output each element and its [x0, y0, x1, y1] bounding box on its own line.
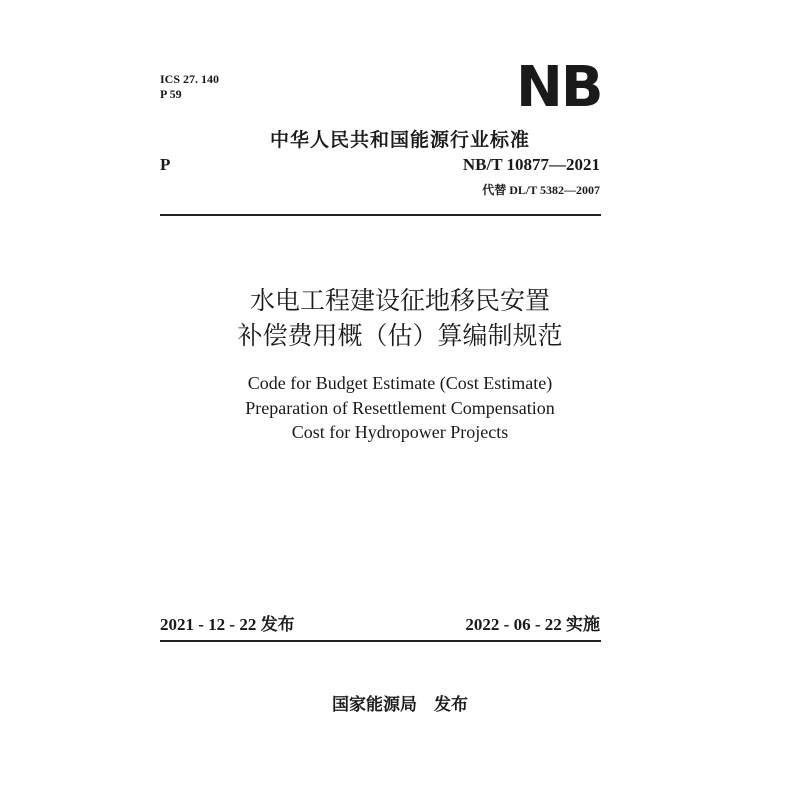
nb-logo: NB: [516, 55, 602, 120]
category-letter: P: [160, 155, 171, 174]
top-divider: [160, 214, 601, 216]
bottom-divider: [160, 640, 601, 642]
title-zh-line1: 水电工程建设征地移民安置: [249, 286, 550, 315]
publisher: 国家能源局 发布: [332, 695, 468, 715]
issue-date: 2021 - 12 - 22 发布: [160, 615, 295, 634]
title-en-line2: Preparation of Resettlement Compensation: [245, 398, 555, 418]
title-en-line1: Code for Budget Estimate (Cost Estimate): [247, 373, 553, 393]
replaces-note: 代替 DL/T 5382—2007: [482, 183, 600, 197]
standard-number: NB/T 10877—2021: [462, 155, 600, 174]
effective-date: 2022 - 06 - 22 实施: [465, 615, 600, 634]
title-en-line3: Cost for Hydropower Projects: [291, 422, 509, 442]
ics-code: ICS 27. 140: [160, 72, 220, 86]
title-zh-line2: 补偿费用概（估）算编制规范: [237, 321, 563, 350]
class-code: P 59: [160, 87, 182, 101]
standard-type: 中华人民共和国能源行业标准: [269, 129, 530, 151]
